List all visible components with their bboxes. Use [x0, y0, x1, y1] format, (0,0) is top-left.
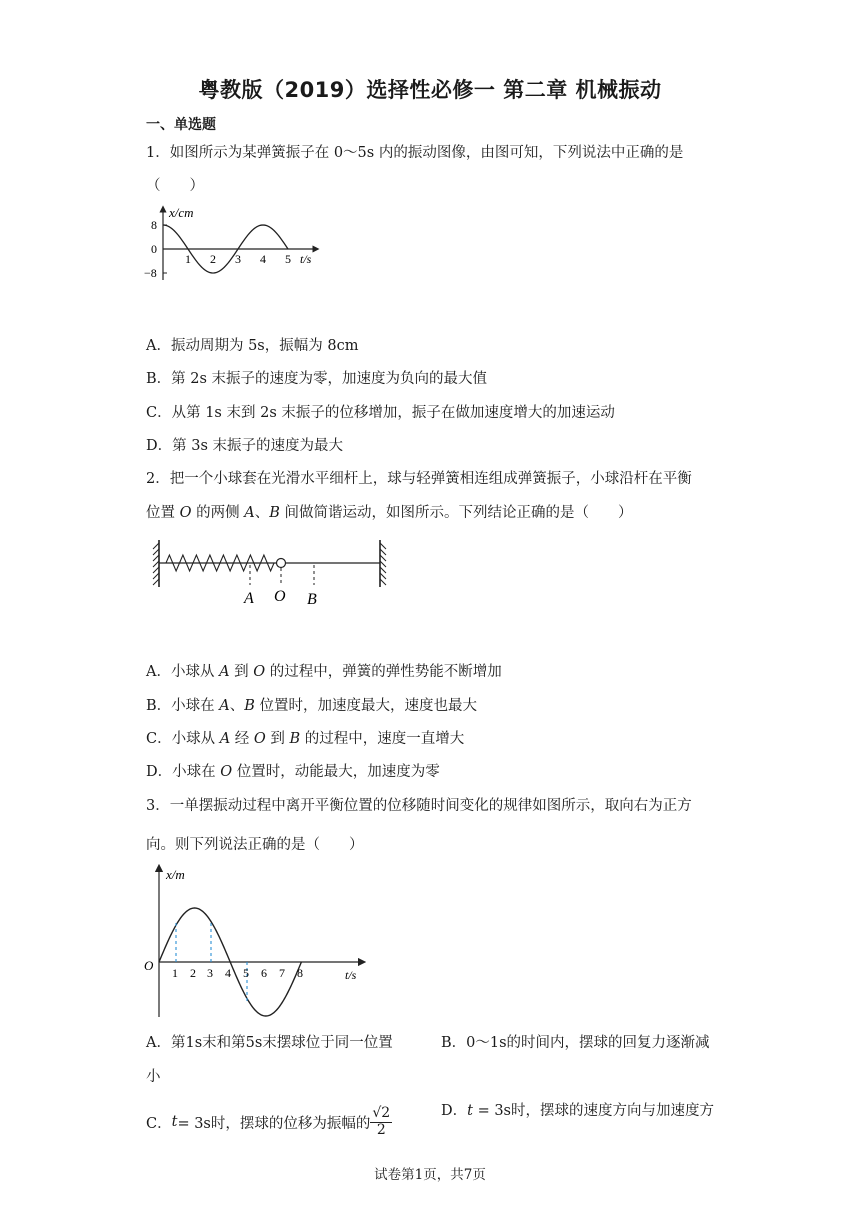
q3-x-tick-5: 5 [243, 966, 249, 980]
page-title: 粤教版（2019）选择性必修一 第二章 机械振动 [198, 78, 662, 102]
q2-option-c[interactable]: C．小球从 A 经 O 到 B 的过程中，速度一直增大 [146, 731, 465, 747]
q1-x-tick-3: 3 [235, 252, 241, 266]
q1-x-tick-1: 1 [185, 252, 191, 266]
q2-option-d[interactable]: D．小球在 O 位置时，动能最大，加速度为零 [146, 764, 440, 780]
q2-label-a: A [244, 590, 254, 607]
q2-label-b: B [307, 591, 317, 608]
q1-vibration-graph [140, 200, 330, 290]
sqrt2-over-2-fraction: $\frac{√2}{2}$ [372, 1105, 391, 1138]
q1-option-c[interactable]: C．从第 1s 末到 2s 末振子的位移增加，振子在做加速度增大的加速运动 [146, 405, 615, 421]
q3-x-tick-1: 1 [172, 966, 178, 980]
q3-x-tick-7: 7 [279, 966, 285, 980]
q1-y-label: x/cm [169, 205, 194, 220]
q2-stem-line1: 2．把一个小球套在光滑水平细杆上，球与轻弹簧相连组成弹簧振子，小球沿杆在平衡 [146, 471, 692, 487]
q2-option-a[interactable]: A．小球从 A 到 O 的过程中，弹簧的弹性势能不断增加 [146, 664, 502, 680]
q1-y-tick-0: 0 [151, 242, 157, 256]
q1-y-tick-neg8: −8 [144, 266, 157, 280]
q2-label-o: O [274, 588, 286, 605]
q3-x-label: t/s [345, 968, 357, 982]
q3-stem-line1: 3．一单摆振动过程中离开平衡位置的位移随时间变化的规律如图所示，取向右为正方 [146, 798, 692, 814]
q2-stem-line2: 位置 O 的两侧 A、B 间做简谐运动，如图所示。下列结论正确的是（ ） [146, 505, 633, 521]
q3-x-tick-4: 4 [225, 966, 231, 980]
q1-option-a[interactable]: A．振动周期为 5s，振幅为 8cm [146, 338, 359, 354]
q1-option-b[interactable]: B．第 2s 末振子的速度为零，加速度为负向的最大值 [146, 371, 488, 387]
q2-spring-oscillator-figure [150, 535, 395, 610]
q3-option-b[interactable]: B．0～1s的时间内，摆球的回复力逐渐减 [441, 1035, 710, 1051]
q1-x-tick-2: 2 [210, 252, 216, 266]
q1-x-tick-4: 4 [260, 252, 266, 266]
q3-x-tick-6: 6 [261, 966, 267, 980]
q1-option-d[interactable]: D．第 3s 末振子的速度为最大 [146, 438, 344, 454]
section-heading: 一、单选题 [146, 117, 216, 133]
q3-pendulum-graph [140, 862, 370, 1022]
q3-option-a[interactable]: A．第1s末和第5s末摆球位于同一位置 [146, 1035, 393, 1051]
q1-x-label: t/s [300, 252, 312, 266]
q3-option-a-wrap: 小 [146, 1069, 161, 1085]
q3-x-tick-8: 8 [297, 966, 303, 980]
page-footer: 试卷第1页，共7页 [374, 1167, 486, 1183]
q3-option-d[interactable]: D．t = 3s时，摆球的速度方向与加速度方 [441, 1103, 715, 1119]
q1-y-tick-8: 8 [151, 218, 157, 232]
q1-stem-line1: 1．如图所示为某弹簧振子在 0～5s 内的振动图像，由图可知，下列说法中正确的是 [146, 145, 684, 161]
q2-ball [277, 559, 286, 568]
q3-option-c[interactable]: C． t = 3s时，摆球的位移为振幅的 $\frac{√2}{2}$ [146, 1105, 391, 1138]
q1-x-tick-5: 5 [285, 252, 291, 266]
q3-x-tick-2: 2 [190, 966, 196, 980]
q2-option-b[interactable]: B．小球在 A、B 位置时，加速度最大，速度也最大 [146, 698, 478, 714]
q3-stem-line2: 向。则下列说法正确的是（ ） [146, 837, 364, 853]
q3-origin: O [144, 958, 154, 973]
q1-stem-line2: （ ） [146, 178, 204, 194]
q3-y-label: x/m [166, 867, 185, 882]
q3-x-tick-3: 3 [207, 966, 213, 980]
